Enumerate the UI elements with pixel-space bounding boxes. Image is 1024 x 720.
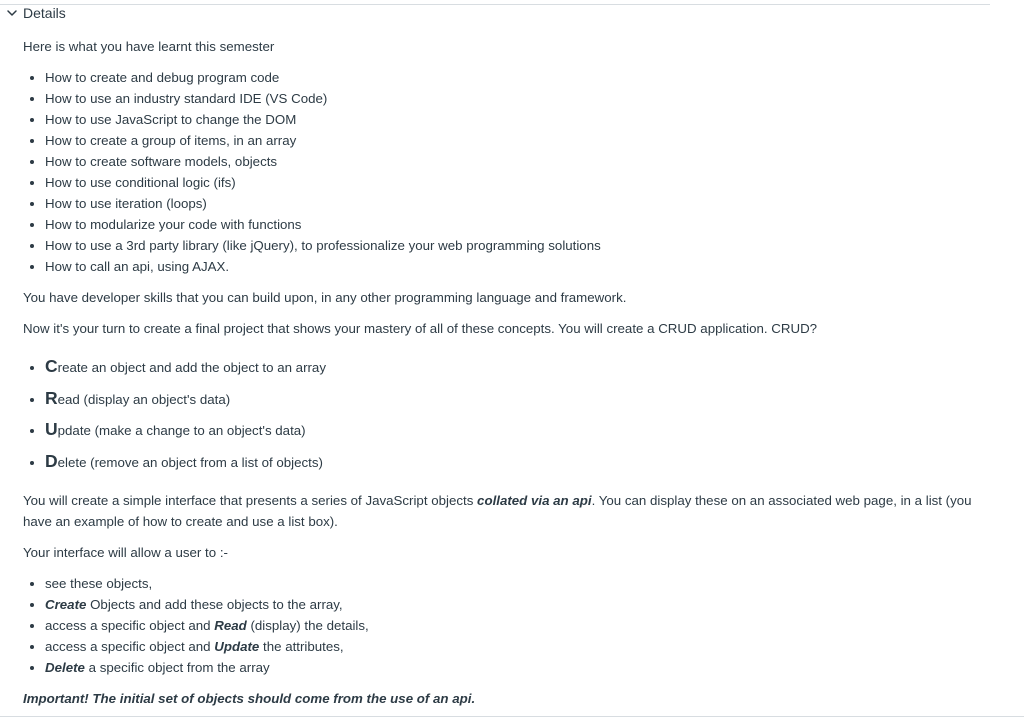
user-action-emphasis: Delete (45, 660, 85, 675)
details-toggle[interactable] (6, 4, 66, 22)
skill-item: • How to create software models, objects (45, 151, 993, 172)
crud-item-update (45, 414, 993, 446)
interface-desc-before: You will create a simple interface that presents a series of JavaScript objects (23, 493, 478, 508)
developer-skills-paragraph: You have developer skills that you can build upon, in any other programming language and framework. (23, 290, 627, 305)
user-action-item (45, 657, 993, 678)
user-action-item (45, 594, 993, 615)
user-actions-list (23, 573, 993, 678)
user-action-text: (display) the details, (246, 618, 369, 633)
crud-text: reate an object and add the object to an array (57, 360, 326, 375)
crud-item-create (45, 351, 993, 383)
user-action-item (45, 573, 993, 594)
skill-item: • How to create a group of items, in an array (45, 130, 993, 151)
skill-item: • How to use iteration (loops) (45, 193, 993, 214)
top-divider (0, 4, 990, 5)
interface-desc-after: . You can display these on an associated web page, in a list (you have an example of how to create and use a list box). (23, 493, 972, 529)
skill-item: • How to use JavaScript to change the DOM (45, 109, 993, 130)
user-action-text: Objects and add these objects to the array, (86, 597, 343, 612)
skill-item: • How to modularize your code with functions (45, 214, 993, 235)
user-action-item (45, 636, 993, 657)
crud-text: ead (display an object's data) (57, 391, 231, 407)
interface-description (23, 490, 993, 532)
details-summary-label: Details (23, 5, 66, 21)
crud-text: pdate (make a change to an object's data) (57, 423, 306, 438)
user-action-text: a specific object from the array (84, 660, 270, 675)
crud-item-delete (45, 446, 993, 478)
crud-text: elete (remove an object from a list of objects) (57, 454, 323, 470)
user-action-item (45, 615, 993, 636)
intro-paragraph: Here is what you have learnt this semester (23, 39, 275, 54)
details-content (23, 36, 993, 709)
skills-list (23, 67, 993, 277)
user-action-text: access a specific object and (45, 639, 215, 654)
crud-letter: C (45, 356, 58, 376)
crud-list (23, 351, 993, 477)
user-action-text: see these objects, (45, 576, 153, 591)
chevron-down-icon (6, 7, 18, 19)
crud-letter: R (45, 387, 58, 408)
user-action-emphasis: Create (45, 597, 87, 612)
skill-item: • How to call an api, using AJAX. (45, 256, 993, 277)
bottom-divider (0, 716, 1024, 717)
skill-item: • How to create and debug program code (45, 67, 993, 88)
skill-item: • How to use a 3rd party library (like jQuery), to professionalize your web programming solutions (45, 235, 993, 256)
crud-item-read (45, 383, 993, 415)
user-action-emphasis: Update (214, 639, 260, 654)
skill-item: • How to use conditional logic (ifs) (45, 172, 993, 193)
crud-letter: D (45, 450, 58, 471)
crud-letter: U (45, 419, 58, 439)
user-action-text: access a specific object and (45, 618, 215, 633)
interface-desc-emphasis: collated via an api (477, 493, 592, 508)
your-turn-paragraph: Now it's your turn to create a final project that shows your mastery of all of these concepts. You will create a CRUD application. CRUD? (23, 321, 818, 336)
user-action-text: the attributes, (259, 639, 344, 654)
user-action-emphasis: Read (214, 618, 247, 633)
important-note: Important! The initial set of objects should come from the use of an api. (23, 691, 476, 706)
skill-item: • How to use an industry standard IDE (VS Code) (45, 88, 993, 109)
interface-allows-paragraph: Your interface will allow a user to :- (23, 545, 228, 560)
